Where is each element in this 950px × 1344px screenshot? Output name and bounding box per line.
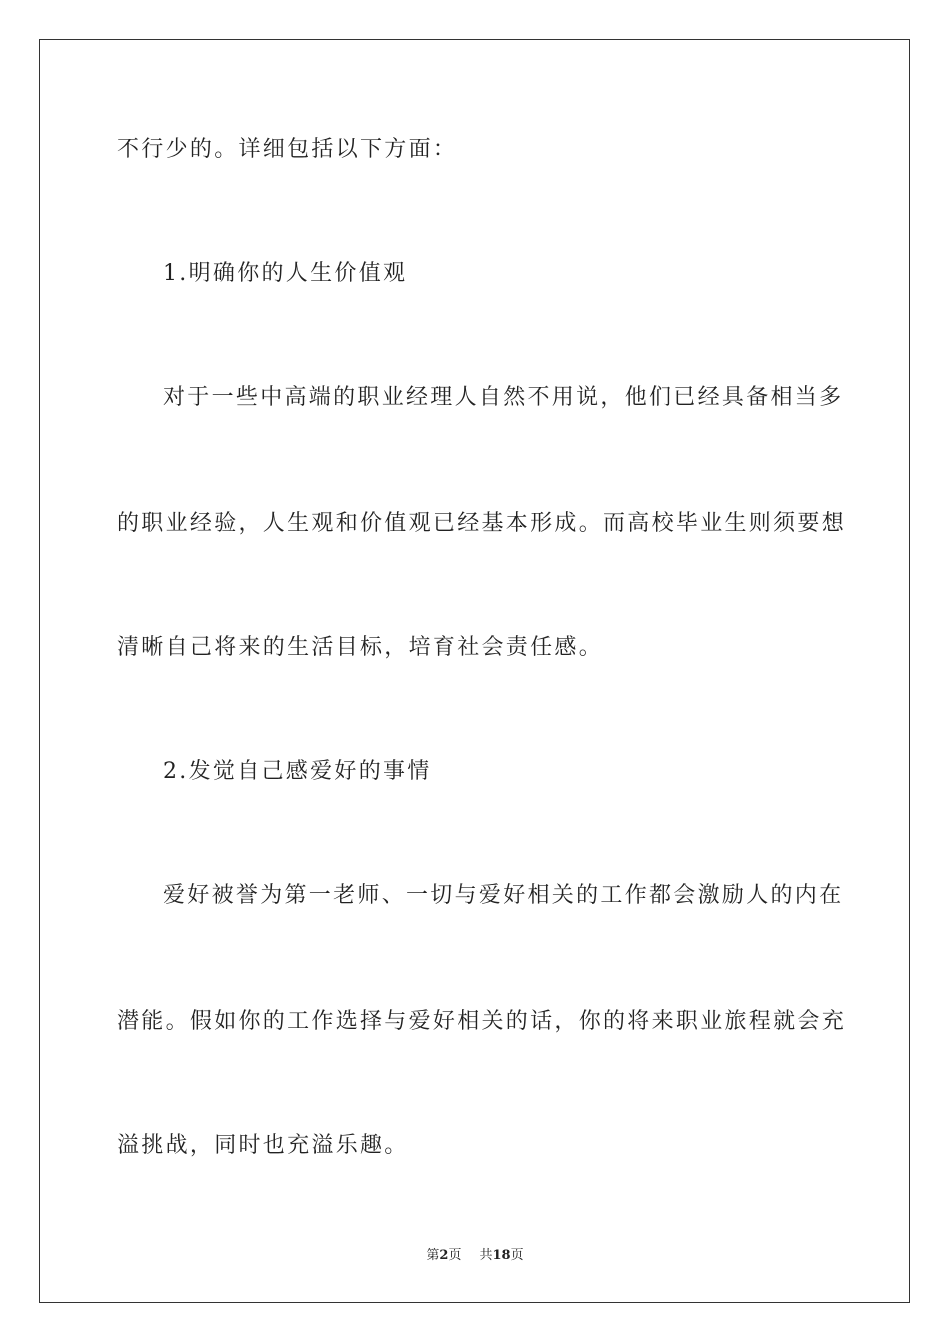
- footer-page-prefix: 第: [426, 1248, 440, 1263]
- footer-total-pages: 18: [492, 1248, 511, 1263]
- page-border: [39, 39, 910, 1303]
- footer-page-suffix: 页: [448, 1248, 462, 1263]
- section-heading: 2.发觉自己感爱好的事情: [163, 759, 432, 784]
- paragraph-line: 的职业经验，人生观和价值观已经基本形成。而高校毕业生则须要想: [117, 511, 847, 536]
- paragraph-line: 清晰自己将来的生活目标，培育社会责任感。: [117, 635, 604, 660]
- paragraph-line: 不行少的。详细包括以下方面：: [117, 137, 458, 162]
- section-heading: 1.明确你的人生价值观: [163, 261, 408, 286]
- footer-page-number: 2: [439, 1248, 449, 1263]
- footer-total-prefix: 共: [479, 1248, 493, 1263]
- footer-total-suffix: 页: [510, 1248, 524, 1263]
- page-footer: [0, 1247, 950, 1265]
- paragraph-line: 爱好被誉为第一老师、一切与爱好相关的工作都会激励人的内在: [163, 883, 844, 908]
- paragraph-line: 溢挑战，同时也充溢乐趣。: [117, 1133, 409, 1158]
- paragraph-line: 潜能。假如你的工作选择与爱好相关的话，你的将来职业旅程就会充: [117, 1009, 847, 1034]
- paragraph-line: 对于一些中高端的职业经理人自然不用说，他们已经具备相当多: [163, 385, 844, 410]
